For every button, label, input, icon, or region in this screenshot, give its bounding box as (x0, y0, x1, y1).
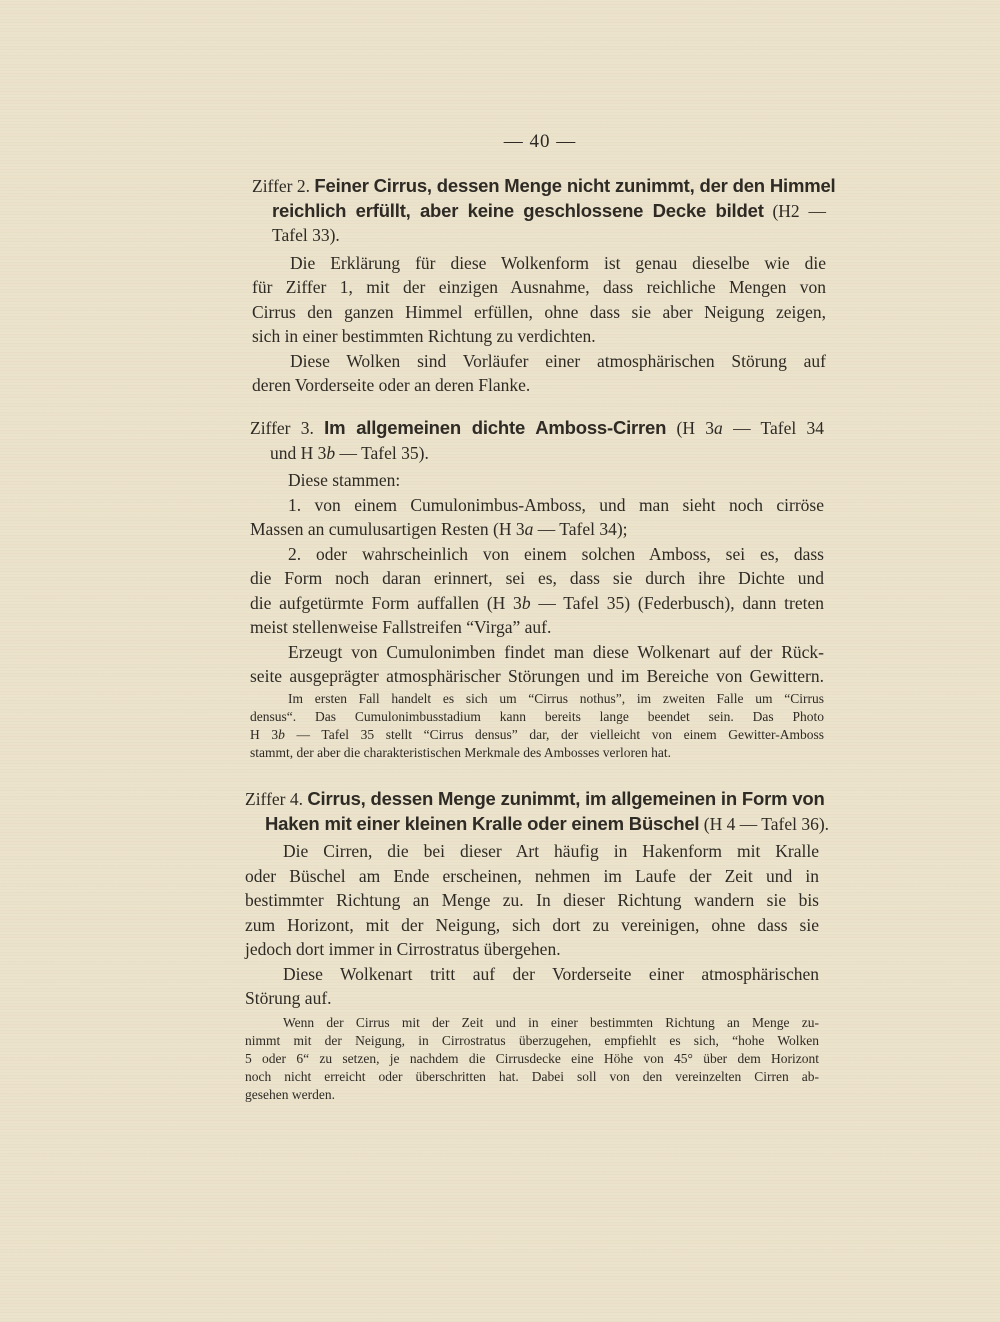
note-line: densus“. Das Cumulonimbusstadium kann bereits lange beendet sein. Das Photo (250, 708, 824, 724)
heading-line: Ziffer 2. Feiner Cirrus, dessen Menge nicht zunimmt, der den Himmel (252, 175, 836, 196)
heading-line: und H 3b — Tafel 35). (270, 442, 429, 463)
text-line: die Form noch daran erinnert, sei es, dass sie durch ihre Dichte und (250, 568, 824, 588)
text-line: Erzeugt von Cumulonimben findet man diese Wolkenart auf der Rück- (288, 641, 824, 662)
note-line: nimmt mit der Neigung, in Cirrostratus überzugehen, empfiehlt es sich, “hohe Wolken (245, 1032, 819, 1048)
heading-line: Haken mit einer kleinen Kralle oder einem Büschel (H 4 — Tafel 36). (265, 812, 830, 834)
section-ziffer-4 (245, 787, 830, 1105)
text-line: deren Vorderseite oder an deren Flanke. (252, 375, 531, 395)
heading-line: Tafel 33). (272, 225, 340, 245)
note-line: noch nicht erreicht oder überschritten hat. Dabei soll von den vereinzelten Cirren ab- (245, 1069, 819, 1085)
note-line: 5 oder 6“ zu setzen, je nachdem die Cirrusdecke eine Höhe von 45° über dem Horizont (245, 1050, 819, 1066)
section-ziffer-3 (250, 416, 824, 762)
text-line: bestimmter Richtung an Menge zu. In dieser Richtung wandern sie bis (245, 890, 819, 910)
text-line: Die Erklärung für diese Wolkenform ist genau dieselbe wie die (290, 252, 826, 273)
text-line: die aufgetürmte Form auffallen (H 3b — Tafel 35) (Federbusch), dann treten (250, 592, 824, 613)
text-line: 2. oder wahrscheinlich von einem solchen Amboss, sei es, dass (288, 543, 824, 564)
text-line: Die Cirren, die bei dieser Art häufig in Hakenform mit Kralle (283, 841, 819, 861)
text-line: zum Horizont, mit der Neigung, sich dort zu vereinigen, ohne dass sie (245, 914, 819, 935)
heading-line: Ziffer 3. Im allgemeinen dichte Amboss-Cirren (H 3a — Tafel 34 (250, 417, 824, 438)
note-line: stammt, der aber die charakteristischen Merkmale des Ambosses verloren hat. (250, 745, 671, 761)
page-number: — 40 — (503, 131, 577, 152)
text-line: oder Büschel am Ende erscheinen, nehmen im Laufe der Zeit und in (245, 865, 819, 886)
note-line: Im ersten Fall handelt es sich um “Cirrus nothus”, im zweiten Falle um “Cirrus (288, 690, 824, 706)
heading-line: Ziffer 4. Cirrus, dessen Menge zunimmt, im allgemeinen in Form von (245, 788, 825, 809)
section-ziffer-2 (252, 174, 836, 398)
text-line: Cirrus den ganzen Himmel erfüllen, ohne dass sie aber Neigung zeigen, (252, 301, 826, 322)
text-line: Diese Wolkenart tritt auf der Vorderseite einer atmosphärischen (283, 963, 819, 984)
note-line: Wenn der Cirrus mit der Zeit und in einer bestimmten Richtung an Menge zu- (283, 1014, 819, 1030)
text-line: 1. von einem Cumulonimbus-Amboss, und man sieht noch cirröse (288, 494, 824, 515)
text-line: sich in einer bestimmten Richtung zu verdichten. (252, 326, 596, 346)
text-line: Diese stammen: (288, 470, 401, 490)
note-line: H 3b — Tafel 35 stellt “Cirrus densus” dar, der vielleicht von einem Gewitter-Amboss (250, 726, 825, 742)
text-line: Störung auf. (245, 988, 332, 1008)
text-line: Massen an cumulusartigen Resten (H 3a — Tafel 34); (250, 519, 628, 539)
heading-line: reichlich erfüllt, aber keine geschlossene Decke bildet (H2 — (272, 199, 826, 221)
text-line: seite ausgeprägter atmosphärischer Störungen und im Bereiche von Gewittern. (250, 666, 824, 686)
text-line: jedoch dort immer in Cirrostratus übergehen. (245, 939, 561, 959)
text-line: Diese Wolken sind Vorläufer einer atmosphärischen Störung auf (290, 350, 826, 371)
text-line: meist stellenweise Fallstreifen “Virga” auf. (250, 617, 552, 637)
text-line: für Ziffer 1, mit der einzigen Ausnahme, dass reichliche Mengen von (252, 277, 826, 297)
note-line: gesehen werden. (245, 1087, 335, 1103)
